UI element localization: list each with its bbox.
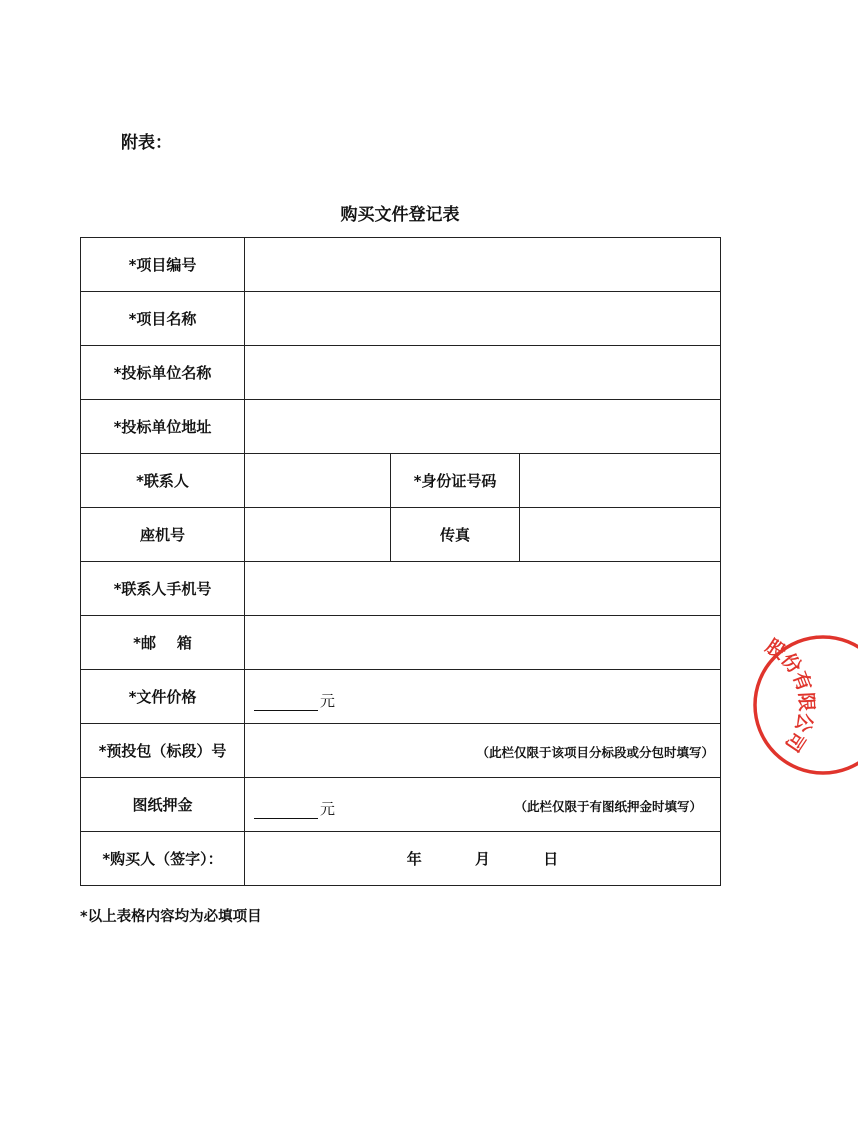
appendix-label: 附表： (121, 133, 172, 153)
input-project-name[interactable] (245, 292, 721, 346)
date-day: 日 (543, 850, 559, 868)
table-row (81, 562, 721, 616)
date-year: 年 (406, 850, 422, 868)
deposit-unit: 元 (320, 800, 336, 818)
input-bidder-name[interactable] (245, 346, 721, 400)
input-lot-no[interactable] (245, 724, 721, 778)
label-deposit: 图纸押金 (81, 778, 245, 832)
label-email: *邮 箱 (81, 616, 245, 670)
svg-text:股份有限公司 (762, 635, 818, 755)
table-row (81, 832, 721, 886)
date-month: 月 (475, 850, 491, 868)
deposit-note: （此栏仅限于有图纸押金时填写） (514, 799, 703, 814)
input-landline[interactable] (245, 508, 391, 562)
registration-table (80, 237, 721, 886)
label-landline: 座机号 (81, 508, 245, 562)
input-id-number[interactable] (520, 454, 721, 508)
label-fax: 传真 (391, 508, 520, 562)
company-seal (748, 630, 858, 780)
price-unit: 元 (320, 692, 336, 710)
label-bidder-name: *投标单位名称 (81, 346, 245, 400)
input-project-no[interactable] (245, 238, 721, 292)
label-bidder-address: *投标单位地址 (81, 400, 245, 454)
label-lot-no: *预投包（标段）号 (81, 724, 245, 778)
table-row (81, 292, 721, 346)
input-email[interactable] (245, 616, 721, 670)
price-blank-line (254, 696, 318, 711)
table-row (81, 670, 721, 724)
table-row (81, 400, 721, 454)
input-fax[interactable] (520, 508, 721, 562)
input-bidder-address[interactable] (245, 400, 721, 454)
label-mobile: *联系人手机号 (81, 562, 245, 616)
form-title: 购买文件登记表 (340, 205, 460, 225)
table-row (81, 724, 721, 778)
footnote: *以上表格内容均为必填项目 (80, 909, 262, 925)
label-contact: *联系人 (81, 454, 245, 508)
input-contact[interactable] (245, 454, 391, 508)
label-buyer: *购买人（签字）： (81, 832, 245, 886)
table-row (81, 238, 721, 292)
table-row (81, 778, 721, 832)
lot-note: （此栏仅限于该项目分标段或分包时填写） (476, 745, 715, 760)
input-doc-price[interactable] (245, 670, 721, 724)
label-doc-price: *文件价格 (81, 670, 245, 724)
table-row (81, 454, 721, 508)
seal-text: 股份有限公司 (761, 635, 818, 756)
table-row (81, 616, 721, 670)
deposit-blank-line (254, 804, 318, 819)
input-mobile[interactable] (245, 562, 721, 616)
label-id-number: *身份证号码 (391, 454, 520, 508)
input-deposit[interactable] (245, 778, 721, 832)
table-row (81, 508, 721, 562)
input-sign-date[interactable] (245, 832, 721, 886)
table-row (81, 346, 721, 400)
label-project-name: *项目名称 (81, 292, 245, 346)
label-project-no: *项目编号 (81, 238, 245, 292)
